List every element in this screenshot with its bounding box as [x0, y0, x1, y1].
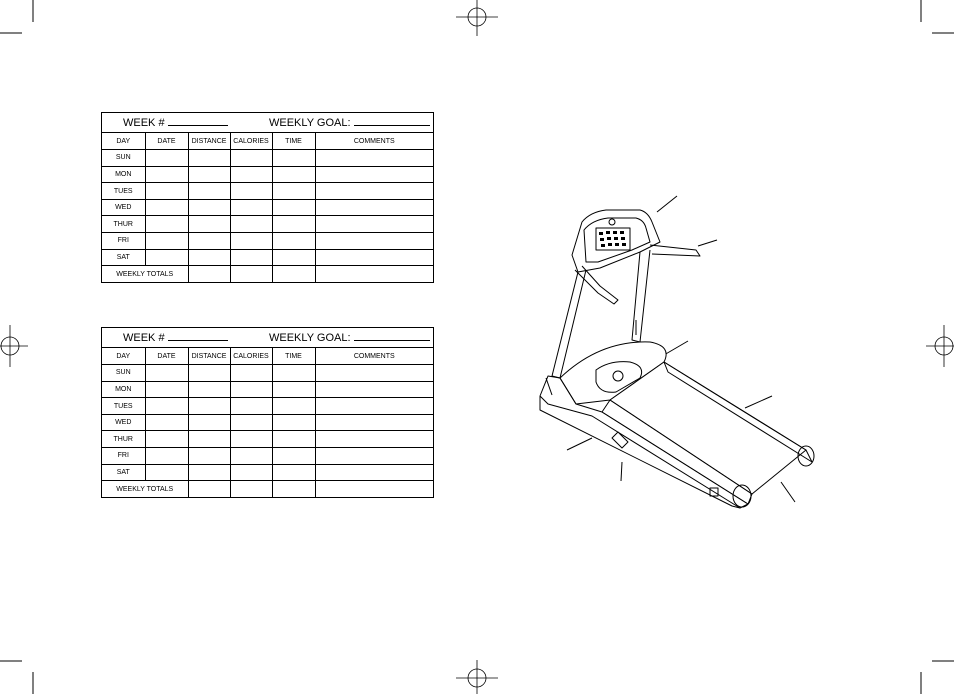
col-comments: COMMENTS [315, 133, 433, 150]
weekly-totals-label: WEEKLY TOTALS [102, 481, 188, 498]
week-number-field[interactable]: WEEK # [123, 116, 228, 129]
table-row [102, 398, 433, 415]
table-row [102, 431, 433, 448]
entry-cell[interactable] [188, 414, 230, 431]
day-label: FRI [102, 448, 145, 465]
entry-cell[interactable] [188, 183, 230, 200]
entry-cell[interactable] [230, 481, 272, 498]
entry-cell[interactable] [145, 233, 188, 250]
entry-cell[interactable] [315, 166, 433, 183]
table-row [102, 150, 433, 167]
log-table [102, 348, 433, 497]
entry-cell[interactable] [145, 365, 188, 382]
col-comments: COMMENTS [315, 348, 433, 365]
entry-cell[interactable] [145, 431, 188, 448]
entry-cell[interactable] [188, 150, 230, 167]
entry-cell[interactable] [188, 381, 230, 398]
table-row [102, 216, 433, 233]
col-date: DATE [145, 133, 188, 150]
entry-cell[interactable] [315, 150, 433, 167]
entry-cell[interactable] [230, 398, 272, 415]
entry-cell[interactable] [272, 398, 315, 415]
entry-cell[interactable] [272, 448, 315, 465]
entry-cell[interactable] [145, 199, 188, 216]
entry-cell[interactable] [145, 464, 188, 481]
col-day: DAY [102, 133, 145, 150]
entry-cell[interactable] [315, 216, 433, 233]
entry-cell[interactable] [230, 249, 272, 266]
table-row [102, 365, 433, 382]
entry-cell[interactable] [315, 464, 433, 481]
table-row [102, 233, 433, 250]
col-distance: DISTANCE [188, 133, 230, 150]
entry-cell[interactable] [230, 266, 272, 283]
day-label: MON [102, 381, 145, 398]
entry-cell[interactable] [230, 448, 272, 465]
entry-cell[interactable] [145, 414, 188, 431]
weekly-goal-field[interactable]: WEEKLY GOAL: [269, 331, 430, 344]
entry-cell[interactable] [272, 150, 315, 167]
entry-cell[interactable] [315, 365, 433, 382]
header-row [102, 133, 433, 150]
entry-cell[interactable] [230, 233, 272, 250]
totals-row [102, 266, 433, 283]
entry-cell[interactable] [230, 166, 272, 183]
entry-cell[interactable] [230, 381, 272, 398]
day-label: THUR [102, 216, 145, 233]
entry-cell[interactable] [315, 266, 433, 283]
table-row [102, 166, 433, 183]
entry-cell[interactable] [230, 216, 272, 233]
entry-cell[interactable] [272, 464, 315, 481]
table-row [102, 464, 433, 481]
entry-cell[interactable] [145, 150, 188, 167]
entry-cell[interactable] [145, 398, 188, 415]
entry-cell[interactable] [188, 448, 230, 465]
entry-cell[interactable] [188, 199, 230, 216]
entry-cell[interactable] [230, 199, 272, 216]
entry-cell[interactable] [145, 166, 188, 183]
entry-cell[interactable] [272, 183, 315, 200]
entry-cell[interactable] [272, 249, 315, 266]
entry-cell[interactable] [188, 464, 230, 481]
entry-cell[interactable] [315, 233, 433, 250]
entry-cell[interactable] [230, 365, 272, 382]
entry-cell[interactable] [315, 398, 433, 415]
totals-row [102, 481, 433, 498]
week-number-field[interactable]: WEEK # [123, 331, 228, 344]
entry-cell[interactable] [230, 414, 272, 431]
entry-cell[interactable] [188, 166, 230, 183]
day-label: THUR [102, 431, 145, 448]
entry-cell[interactable] [272, 199, 315, 216]
weekly-goal-field[interactable]: WEEKLY GOAL: [269, 116, 430, 129]
entry-cell[interactable] [272, 266, 315, 283]
entry-cell[interactable] [145, 381, 188, 398]
entry-cell[interactable] [315, 381, 433, 398]
col-day: DAY [102, 348, 145, 365]
entry-cell[interactable] [272, 431, 315, 448]
day-label: SAT [102, 464, 145, 481]
day-label: TUES [102, 183, 145, 200]
day-label: MON [102, 166, 145, 183]
registration-crosshair-icon [456, 0, 498, 36]
col-calories: CALORIES [230, 133, 272, 150]
workout-log-1 [101, 112, 434, 283]
registration-crosshair-icon [456, 660, 498, 694]
entry-cell[interactable] [315, 183, 433, 200]
entry-cell[interactable] [315, 431, 433, 448]
table-row [102, 199, 433, 216]
col-time: TIME [272, 133, 315, 150]
col-distance: DISTANCE [188, 348, 230, 365]
entry-cell[interactable] [230, 464, 272, 481]
day-label: SUN [102, 365, 145, 382]
entry-cell[interactable] [272, 381, 315, 398]
entry-cell[interactable] [188, 249, 230, 266]
entry-cell[interactable] [230, 183, 272, 200]
table-row [102, 381, 433, 398]
entry-cell[interactable] [272, 365, 315, 382]
table-row [102, 183, 433, 200]
entry-cell[interactable] [315, 481, 433, 498]
col-time: TIME [272, 348, 315, 365]
day-label: SUN [102, 150, 145, 167]
table-row [102, 448, 433, 465]
entry-cell[interactable] [272, 233, 315, 250]
entry-cell[interactable] [188, 233, 230, 250]
entry-cell[interactable] [272, 166, 315, 183]
log-table [102, 133, 433, 282]
table-row [102, 414, 433, 431]
header-row [102, 348, 433, 365]
entry-cell[interactable] [315, 249, 433, 266]
log-header [102, 328, 433, 348]
entry-cell[interactable] [230, 431, 272, 448]
day-label: FRI [102, 233, 145, 250]
entry-cell[interactable] [145, 249, 188, 266]
entry-cell[interactable] [188, 481, 230, 498]
entry-cell[interactable] [188, 266, 230, 283]
entry-cell[interactable] [188, 365, 230, 382]
entry-cell[interactable] [272, 414, 315, 431]
registration-crosshair-icon [0, 325, 28, 367]
entry-cell[interactable] [188, 431, 230, 448]
entry-cell[interactable] [145, 448, 188, 465]
entry-cell[interactable] [145, 216, 188, 233]
entry-cell[interactable] [188, 216, 230, 233]
table-row [102, 249, 433, 266]
entry-cell[interactable] [315, 199, 433, 216]
registration-crosshair-icon [926, 325, 954, 367]
day-label: WED [102, 414, 145, 431]
col-date: DATE [145, 348, 188, 365]
treadmill-line-drawing-icon [520, 190, 830, 510]
day-label: WED [102, 199, 145, 216]
weekly-totals-label: WEEKLY TOTALS [102, 266, 188, 283]
entry-cell[interactable] [188, 398, 230, 415]
col-calories: CALORIES [230, 348, 272, 365]
workout-log-2 [101, 327, 434, 498]
entry-cell[interactable] [145, 183, 188, 200]
entry-cell[interactable] [272, 481, 315, 498]
day-label: SAT [102, 249, 145, 266]
entry-cell[interactable] [315, 448, 433, 465]
entry-cell[interactable] [315, 414, 433, 431]
entry-cell[interactable] [230, 150, 272, 167]
entry-cell[interactable] [272, 216, 315, 233]
log-header [102, 113, 433, 133]
day-label: TUES [102, 398, 145, 415]
